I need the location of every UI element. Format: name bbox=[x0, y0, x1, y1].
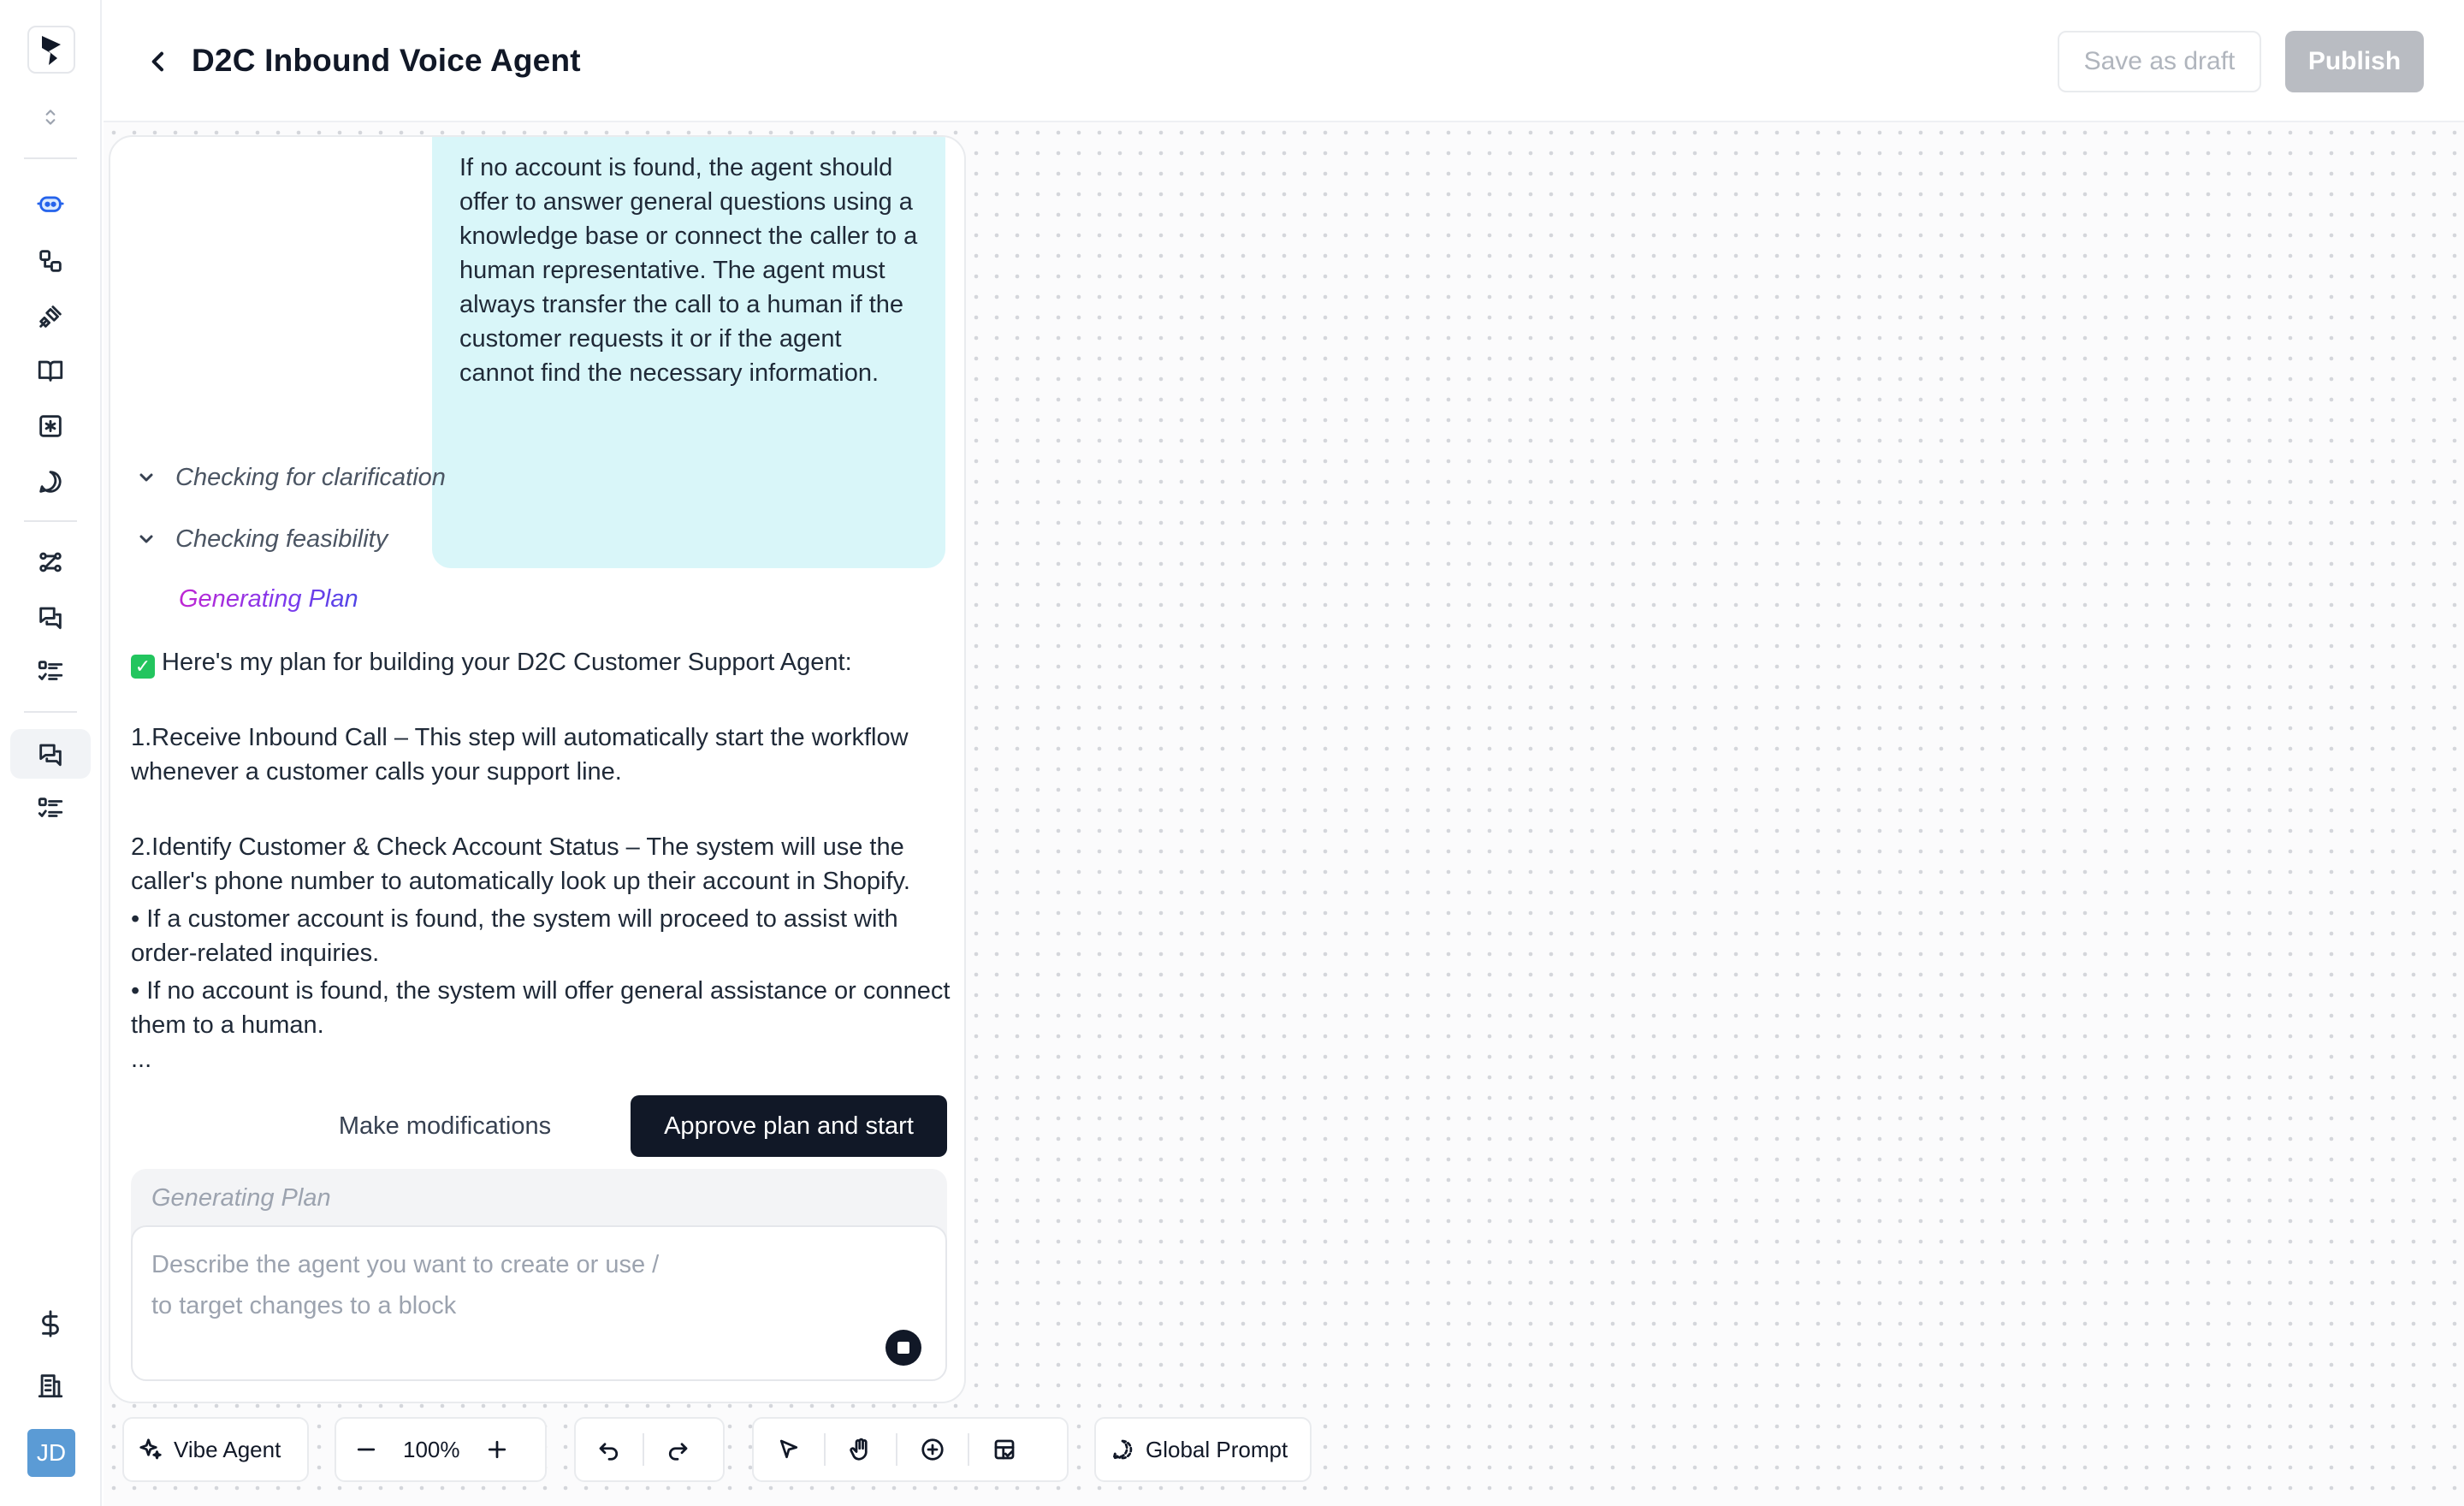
agent-icon bbox=[36, 189, 65, 218]
user-message-bubble: If no account is found, the agent should offer to answer general questions using a knowledge base or connect the caller to a human representative. The agent must always transfer the call to a human if the customer requests it or if the agent cannot find the necessary information. bbox=[432, 135, 945, 568]
vibe-agent-button-inner bbox=[124, 1419, 294, 1480]
global-prompt-button[interactable] bbox=[1094, 1417, 1312, 1482]
stop-generation-button[interactable] bbox=[886, 1330, 921, 1366]
page-title: D2C Inbound Voice Agent bbox=[192, 43, 581, 78]
sidebar-divider bbox=[24, 157, 77, 159]
generating-plan-label: Generating Plan bbox=[179, 585, 358, 613]
user-avatar[interactable]: JD bbox=[27, 1429, 75, 1477]
select-tool-button[interactable] bbox=[754, 1419, 824, 1480]
zoom-in-button[interactable] bbox=[467, 1419, 527, 1480]
top-header bbox=[104, 0, 2464, 122]
plan-bullet-2: • If no account is found, the system will offer general assistance or connect them to a human. bbox=[131, 977, 951, 1039]
vibe-agent-label: Vibe Agent bbox=[174, 1436, 281, 1462]
billing-dollar-icon bbox=[36, 1309, 65, 1338]
chevron-down-icon bbox=[136, 529, 157, 549]
building-icon bbox=[36, 1371, 65, 1400]
flow-icon bbox=[36, 548, 65, 577]
plan-ellipsis: ... bbox=[131, 1046, 152, 1073]
app-logo[interactable] bbox=[27, 26, 75, 74]
zoom-controls bbox=[335, 1417, 547, 1482]
global-prompt-inner bbox=[1096, 1419, 1301, 1480]
redo-icon bbox=[665, 1437, 690, 1462]
layout-button[interactable] bbox=[969, 1419, 1040, 1480]
plan-intro-text: Here's my plan for building your D2C Customer Support Agent: bbox=[162, 649, 852, 676]
left-sidebar bbox=[0, 0, 102, 1506]
generation-status-bar: Generating Plan bbox=[131, 1169, 947, 1237]
cursor-pointer-icon bbox=[776, 1437, 802, 1462]
conversations-icon bbox=[36, 602, 65, 631]
sidebar-divider bbox=[24, 520, 77, 522]
history-controls bbox=[574, 1417, 725, 1482]
plus-icon bbox=[484, 1437, 510, 1462]
stop-icon bbox=[897, 1342, 909, 1354]
plan-step-1: 1.Receive Inbound Call – This step will automatically start the workflow whenever a customer calls your support line. bbox=[131, 724, 909, 786]
chevron-down-icon bbox=[136, 467, 157, 488]
redo-button[interactable] bbox=[644, 1419, 711, 1480]
sidebar-item-agents[interactable] bbox=[26, 179, 75, 228]
chat-input[interactable] bbox=[151, 1244, 904, 1330]
sidebar-item-chat[interactable] bbox=[26, 457, 75, 507]
plan-intro bbox=[131, 645, 952, 679]
sidebar-item-billing[interactable] bbox=[26, 1299, 75, 1349]
step-label: Checking feasibility bbox=[175, 525, 388, 553]
sidebar-item-organization[interactable] bbox=[26, 1361, 75, 1410]
chevron-up-down-icon bbox=[39, 106, 62, 128]
step-label: Checking for clarification bbox=[175, 463, 446, 491]
check-mark-icon: ✓ bbox=[131, 655, 155, 679]
checklist-icon bbox=[36, 794, 65, 823]
conversations-icon bbox=[36, 739, 65, 768]
integrations-icon bbox=[36, 302, 65, 331]
sparkles-icon bbox=[138, 1437, 163, 1462]
chat-bubble-icon bbox=[36, 467, 65, 496]
publish-button[interactable]: Publish bbox=[2285, 31, 2424, 92]
sidebar-item-evaluations[interactable] bbox=[26, 647, 75, 697]
workflow-icon bbox=[36, 246, 65, 276]
back-button[interactable] bbox=[138, 41, 179, 82]
knowledge-book-icon bbox=[36, 356, 65, 385]
plan-bullet-1: • If a customer account is found, the system will proceed to assist with order-related inquiries. bbox=[131, 905, 898, 967]
logo-icon bbox=[37, 33, 66, 67]
minus-icon bbox=[353, 1437, 379, 1462]
add-node-button[interactable] bbox=[897, 1419, 968, 1480]
undo-icon bbox=[596, 1437, 622, 1462]
chevron-left-icon bbox=[145, 48, 172, 75]
canvas-tools bbox=[752, 1417, 1069, 1482]
save-draft-button[interactable]: Save as draft bbox=[2058, 31, 2261, 92]
chat-input-box bbox=[131, 1225, 947, 1381]
step-feasibility[interactable] bbox=[136, 520, 388, 558]
sidebar-divider bbox=[24, 711, 77, 713]
sidebar-item-conversations[interactable] bbox=[26, 592, 75, 642]
sidebar-item-workflows[interactable] bbox=[26, 236, 75, 286]
vibe-agent-chat-panel bbox=[109, 135, 966, 1403]
layout-check-icon bbox=[992, 1437, 1017, 1462]
checklist-icon bbox=[36, 657, 65, 686]
make-modifications-button[interactable]: Make modifications bbox=[322, 1095, 568, 1157]
plus-circle-icon bbox=[920, 1437, 945, 1462]
step-clarification[interactable] bbox=[136, 459, 446, 496]
zoom-out-button[interactable] bbox=[336, 1419, 396, 1480]
asterisk-box-icon bbox=[36, 412, 65, 441]
zoom-level: 100% bbox=[403, 1436, 460, 1462]
hand-icon bbox=[848, 1437, 874, 1462]
pan-tool-button[interactable] bbox=[826, 1419, 896, 1480]
approve-plan-button[interactable]: Approve plan and start bbox=[631, 1095, 947, 1157]
sidebar-item-conversations-active[interactable] bbox=[10, 729, 91, 779]
sidebar-item-integrations[interactable] bbox=[26, 292, 75, 341]
dashed-speech-icon bbox=[1110, 1437, 1135, 1462]
plan-step-2: 2.Identify Customer & Check Account Status – The system will use the caller's phone number to automatically look up their account in Shopify. bbox=[131, 833, 910, 895]
sidebar-item-variables[interactable] bbox=[26, 401, 75, 451]
sidebar-item-flows[interactable] bbox=[26, 537, 75, 587]
global-prompt-label: Global Prompt bbox=[1146, 1436, 1288, 1462]
workspace-switcher[interactable] bbox=[26, 92, 75, 142]
undo-button[interactable] bbox=[576, 1419, 643, 1480]
sidebar-item-tests[interactable] bbox=[26, 784, 75, 833]
vibe-agent-toggle[interactable] bbox=[122, 1417, 309, 1482]
sidebar-item-knowledge[interactable] bbox=[26, 346, 75, 395]
